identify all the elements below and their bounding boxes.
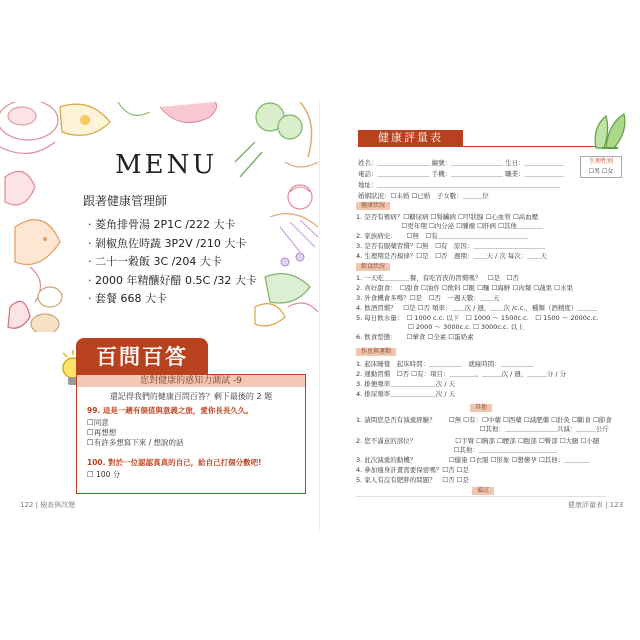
gender-options[interactable]: ☐男 ☐女 [588,168,614,175]
title-rule [358,146,598,147]
q99-option[interactable]: ☐同意 [87,418,109,427]
gender-label: 生理性別 [588,158,613,165]
notes-line[interactable] [356,496,606,497]
question-99: 99. 這是一趟有個值與意義之旅，愛你長長久久。 [87,406,253,415]
section-notes: 備註 [472,487,494,495]
form-row[interactable]: 婚姻狀況：☐未婚 ☐已婚 子女數：＿＿＿位 [358,192,489,200]
form-row[interactable]: 3. 此次減重的動機？ ☐健康 ☐衣服 ☐形象 ☐想懷孕 ☐其他：＿＿＿＿ [356,456,591,464]
form-row[interactable]: 4. 飲酒習慣？ ☐是 ☐否 頻率：＿＿次 / 週，＿＿次 /c.c.，種類（酒精度）＿＿＿ [356,304,597,312]
q99-option[interactable]: ☐再想想 [87,428,117,437]
question-100: 100. 對於一位認認真真的自己，給自己打個分數吧! [87,458,262,467]
menu-subtitle: 跟著健康管理師 [83,194,168,208]
page-footer-right: 健康評量表 | 123 [568,501,624,509]
form-row[interactable]: ☐其他：＿＿＿＿＿＿＿＿＿＿＿＿ [356,446,557,454]
menu-item: · 套餐 668 大卡 [88,290,257,309]
quiz-box [76,374,306,494]
form-row[interactable]: 2. 運動習慣 ☐否 ☐有：項目：＿＿＿＿、＿＿＿次 / 週，＿＿＿分 / 分 [356,370,567,378]
form-row[interactable]: ☐其他：＿＿＿＿＿＿＿＿共減：＿＿＿公斤 [356,425,609,433]
form-title: 健康評量表 [358,130,463,146]
section-diet: 飲食狀況 [356,263,390,271]
form-row[interactable]: 4. 排尿頻率＿＿＿＿＿＿＿次 / 天 [356,390,456,398]
section-routine: 作息與運動 [356,348,396,356]
quiz-intro: 還記得我們的健康百問百答？剩下最後的 2 題 [109,392,273,401]
page-footer-left: 122 | 檢查與改變 [20,501,76,509]
form-row[interactable]: 4. 參加瘦身計畫需要保密嗎？☐否 ☐是 [356,466,469,474]
q99-option[interactable]: ☐有許多想寫下來 / 想說的話 [87,438,184,447]
form-row[interactable]: 2. 您不滿意的部位？ ☐手臂 ☐胸部 ☐腰部 ☐腹部 ☐臀部 ☐大腿 ☐小腿 [356,437,600,445]
quiz-bar: 您對健康的感知力測試 -9 [77,375,305,387]
form-row[interactable]: 2. 家族病史： ☐無 ☐有＿＿＿＿＿＿＿＿＿＿＿＿＿＿ [356,232,529,240]
form-row[interactable]: 4. 生理期是否規律？☐是 ☐否 週期：＿＿天 / 次 每次：＿＿天 [356,252,547,260]
form-row[interactable]: 3. 排便頻率＿＿＿＿＿＿＿次 / 天 [356,380,456,388]
quiz-title-tab [76,338,208,374]
right-page [320,102,640,530]
section-other: 其他 [470,404,492,412]
menu-title: MENU [115,150,218,180]
form-row[interactable]: 1. 起床睡覺 起床時間：＿＿＿＿＿ 就寢時間：＿＿＿＿＿ [356,360,534,368]
menu-item: · 2000 年精釀好醋 0.5C /32 大卡 [88,272,257,291]
form-row[interactable]: ☐ 2000 ～ 3000c.c. ☐ 3000c.c. 以上 [356,323,524,331]
form-row[interactable]: 電話：＿＿＿＿＿＿＿＿ 手機：＿＿＿＿＿＿＿＿ 職業：＿＿＿＿＿＿ [358,170,564,178]
form-row[interactable]: 5. 家人有沒有肥胖的問題？ ☐否 ☐是 [356,476,469,484]
form-row[interactable]: 6. 飲食型態： ☐葷食 ☐全素 ☐蛋奶素 [356,333,474,341]
form-row[interactable]: 2. 喜好甜食： ☐甜食 ☐油炸 ☐飲料 ☐飯 ☐麵 ☐海鮮 ☐肉類 ☐蔬果 ☐水果 [356,284,573,292]
form-row[interactable]: 1. 是否有罹病？☐糖尿病 ☐腎臟病 ☐甲狀腺 ☐心血管 ☐高血壓 [356,213,539,221]
gender-box [580,156,622,178]
form-row[interactable]: 姓名：＿＿＿＿＿＿＿＿ 編號：＿＿＿＿＿＿＿＿ 生日：＿＿＿＿＿＿ [358,159,564,167]
quiz-title: 百問百答 [96,345,188,369]
form-row[interactable]: 3. 是否有服藥習慣？☐無 ☐有 原因：＿＿＿＿＿＿＿＿＿＿＿ [356,242,545,250]
menu-item: · 剝椒魚佐時蔬 3P2V /210 大卡 [88,235,257,254]
form-row[interactable]: 地址：＿＿＿＿＿＿＿＿＿＿＿＿＿＿＿＿＿＿＿＿＿＿＿＿＿＿＿＿ [358,181,560,189]
form-row[interactable]: 1. 請問您是否有減重經驗？ ☐無 ☐有：☐中藥 ☐西藥 ☐減肥藥 ☐針灸 ☐斷食 ☐節食 [356,416,612,424]
left-page [0,102,320,530]
menu-item: · 菱角排骨湯 2P1C /222 大卡 [88,216,257,235]
menu-list [88,216,257,309]
form-row[interactable]: 1. 一天吃＿＿＿＿餐，有吃宵夜的習慣嗎？ ☐是 ☐否 [356,274,519,282]
form-row[interactable]: ☐更年期 ☐內分泌 ☐腫瘤 ☐肝病 ☐其他＿＿＿＿ [356,222,543,230]
book-spread [0,102,640,530]
menu-item: · 二十一穀飯 3C /204 大卡 [88,253,257,272]
form-row[interactable]: 5. 每日飲水量： ☐ 1000 c.c. 以下 ☐ 1000 ～ 1500c.c. ☐ 1500 ～ 2000c.c. [356,314,599,322]
q100-option[interactable]: ☐ 100 分 [87,470,121,479]
section-health: 健康狀況 [356,202,390,210]
bok-choy-icon [588,110,632,152]
form-row[interactable]: 3. 外食機會多嗎？☐是 ☐否 一週天數：＿＿天 [356,294,500,302]
